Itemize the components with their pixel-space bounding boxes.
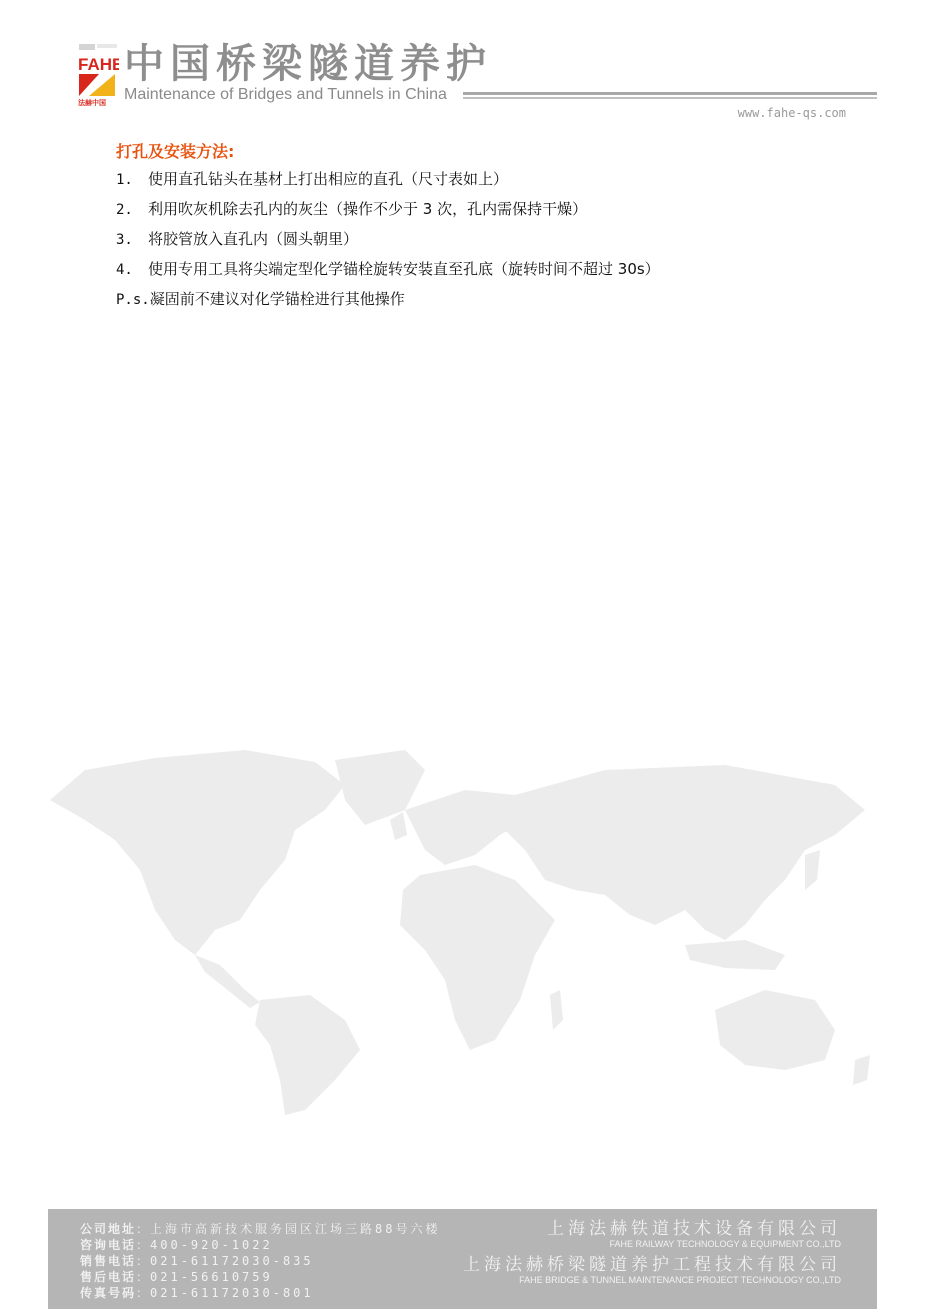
contact-label: 售后电话 xyxy=(80,1270,137,1284)
company-railway xyxy=(547,1219,841,1250)
contact-list xyxy=(80,1221,440,1301)
contact-fax: 传真号码：021-61172030-801 xyxy=(80,1286,314,1300)
company-name-cn: 上海法赫桥梁隧道养护工程技术有限公司 xyxy=(463,1255,841,1275)
step-item xyxy=(116,168,660,198)
contact-hotline: 咨询电话：400-920-1022 xyxy=(80,1238,273,1252)
contact-aftersales: 售后电话：021-56610759 xyxy=(80,1270,273,1284)
contact-value: 021-61172030-801 xyxy=(150,1286,314,1300)
contact-value: 上海市高新技术服务园区江场三路88号六楼 xyxy=(150,1222,441,1236)
logo-subtext: 法赫中国 xyxy=(78,99,106,106)
postscript-note xyxy=(116,288,660,318)
ps-label: P.s. xyxy=(116,292,150,308)
step-number: 1. xyxy=(116,172,133,188)
step-item xyxy=(116,198,660,228)
step-text: 利用吹灰机除去孔内的灰尘（操作不少于 3 次，孔内需保持干燥） xyxy=(148,200,588,218)
logo-text: FAHE xyxy=(78,55,119,74)
brand-title-cn: 中国桥梁隧道养护 xyxy=(124,41,492,87)
step-item xyxy=(116,228,660,258)
step-text: 使用直孔钻头在基材上打出相应的直孔（尺寸表如上） xyxy=(148,170,509,188)
installation-steps xyxy=(116,168,660,318)
header-rule xyxy=(463,92,877,95)
contact-address: 公司地址：上海市高新技术服务园区江场三路88号六楼 xyxy=(80,1222,441,1236)
section-title: 打孔及安装方法: xyxy=(116,142,235,161)
company-name-en: FAHE BRIDGE & TUNNEL MAINTENANCE PROJECT TECHNOLOGY CO.,LTD xyxy=(519,1275,841,1285)
company-name-en: FAHE RAILWAY TECHNOLOGY & EQUIPMENT CO.,LTD xyxy=(609,1239,841,1249)
contact-value: 021-56610759 xyxy=(150,1270,273,1284)
contact-sales: 销售电话：021-61172030-835 xyxy=(80,1254,314,1268)
step-number: 4. xyxy=(116,262,133,278)
website-link[interactable]: www.fahe-qs.com xyxy=(737,106,846,120)
step-text: 使用专用工具将尖端定型化学锚栓旋转安装直至孔底（旋转时间不超过 30s） xyxy=(148,260,660,278)
company-bridge-tunnel xyxy=(463,1255,841,1286)
brand-title-en: Maintenance of Bridges and Tunnels in China xyxy=(124,86,447,103)
step-number: 3. xyxy=(116,232,133,248)
contact-value: 021-61172030-835 xyxy=(150,1254,314,1268)
contact-label: 咨询电话 xyxy=(80,1238,137,1252)
header-rule-thin xyxy=(463,97,877,99)
step-item xyxy=(116,258,660,288)
footer xyxy=(48,1209,877,1309)
step-text: 将胶管放入直孔内（圆头朝里） xyxy=(148,230,359,248)
contact-label: 传真号码 xyxy=(80,1286,137,1300)
world-map-watermark xyxy=(45,740,885,1120)
company-name-cn: 上海法赫铁道技术设备有限公司 xyxy=(547,1219,841,1239)
ps-text: 凝固前不建议对化学锚栓进行其他操作 xyxy=(149,290,405,308)
contact-label: 公司地址 xyxy=(80,1222,137,1236)
contact-label: 销售电话 xyxy=(80,1254,137,1268)
contact-value: 400-920-1022 xyxy=(150,1238,273,1252)
company-logo xyxy=(77,44,119,106)
step-number: 2. xyxy=(116,202,133,218)
